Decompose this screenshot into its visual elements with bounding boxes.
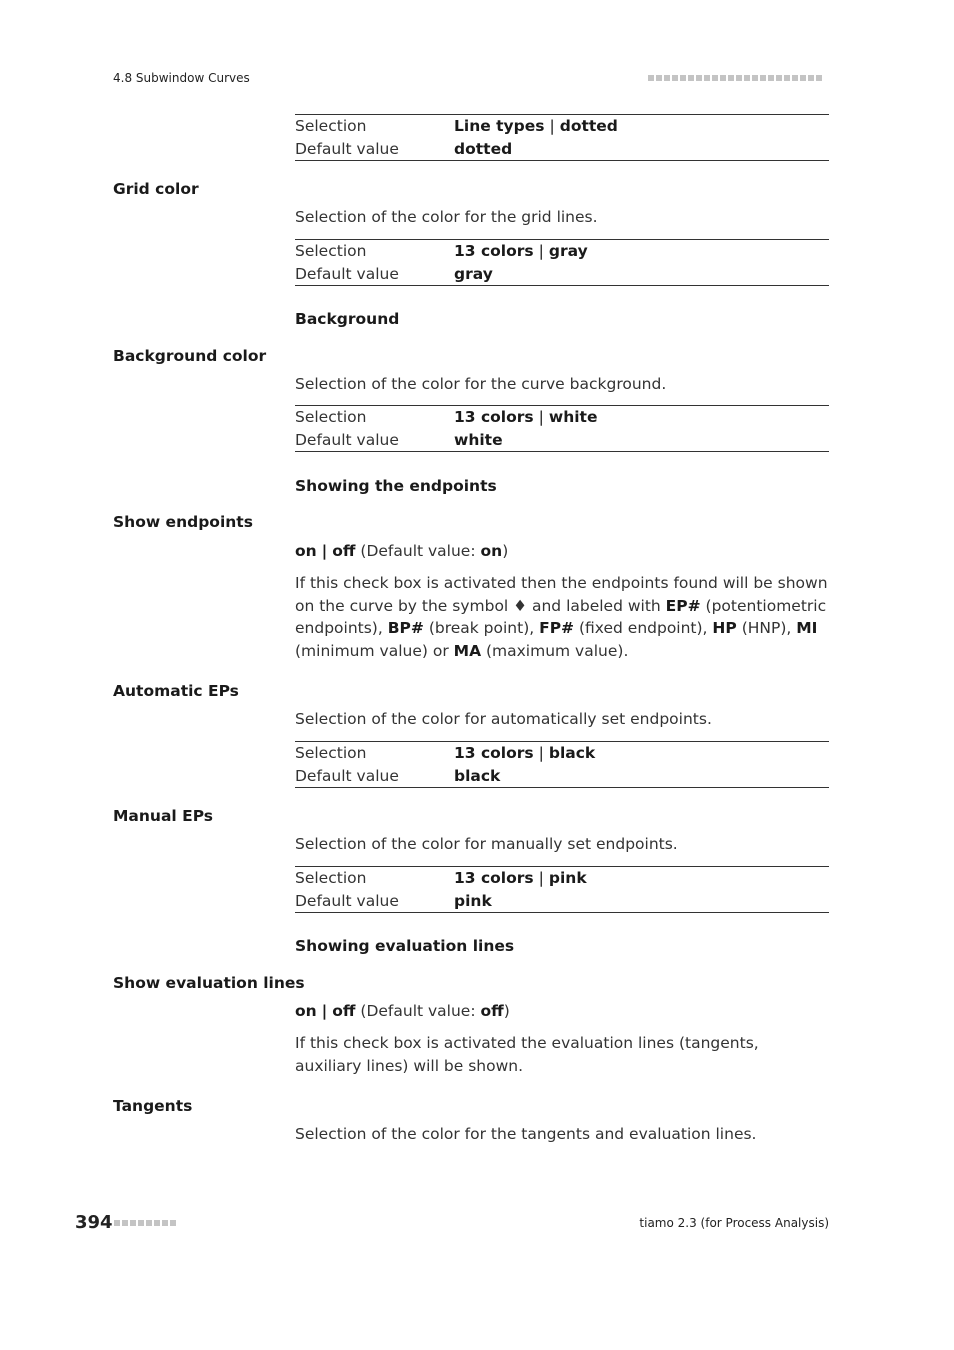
selection-label: Selection [295,744,367,763]
grid-color-label: Grid color [113,180,199,198]
show-eval-lines-options: on | off (Default value: off) [295,1002,510,1020]
default-label: Default value [295,139,399,158]
tangents-label: Tangents [113,1097,193,1115]
selection-label: Selection [295,242,367,261]
default-value: dotted [454,139,513,158]
automatic-eps-table [295,741,829,788]
default-value: pink [454,891,492,910]
selection-value: 13 colors | pink [454,869,587,888]
automatic-eps-label: Automatic EPs [113,682,239,700]
default-value: black [454,766,501,785]
manual-eps-description: Selection of the color for manually set endpoints. [295,835,678,853]
default-value: white [454,430,503,449]
show-endpoints-options: on | off (Default value: on) [295,542,509,560]
footer-product: tiamo 2.3 (for Process Analysis) [639,1216,829,1230]
background-color-description: Selection of the color for the curve background. [295,375,667,393]
selection-label: Selection [295,117,367,136]
selection-label: Selection [295,408,367,427]
default-label: Default value [295,891,399,910]
selection-value: Line types | dotted [454,117,618,136]
default-label: Default value [295,766,399,785]
tangents-description: Selection of the color for the tangents and evaluation lines. [295,1125,757,1143]
default-label: Default value [295,430,399,449]
automatic-eps-description: Selection of the color for automatically set endpoints. [295,710,712,728]
grid-color-description: Selection of the color for the grid lines. [295,208,598,226]
running-header: 4.8 Subwindow Curves [113,71,250,85]
show-eval-lines-description: If this check box is activated the evaluation lines (tangents, auxiliary lines) will be shown. [295,1034,759,1075]
page-number: 394 [75,1212,113,1233]
background-color-label: Background color [113,347,267,365]
show-endpoints-label: Show endpoints [113,513,253,531]
header-decoration [648,75,822,81]
manual-eps-table [295,866,829,913]
manual-eps-label: Manual EPs [113,807,214,825]
show-endpoints-description: If this check box is activated then the endpoints found will be shown on the curve by the symbol ♦ and labeled with EP# (potentiometric endpoints), BP# (break point), FP# (fixed endpoint), HP (HNP), MI (minimum value) or MA (maximum value). [295,574,828,660]
line-type-table [295,114,829,161]
selection-value: 13 colors | gray [454,242,588,261]
evaluation-heading: Showing evaluation lines [295,937,515,955]
grid-color-table [295,239,829,286]
show-eval-lines-label: Show evaluation lines [113,974,305,992]
endpoints-heading: Showing the endpoints [295,477,497,495]
selection-value: 13 colors | black [454,744,596,763]
default-value: gray [454,264,493,283]
selection-value: 13 colors | white [454,408,598,427]
footer-decoration [114,1220,176,1226]
default-label: Default value [295,264,399,283]
background-heading: Background [295,310,400,328]
background-color-table [295,405,829,452]
selection-label: Selection [295,869,367,888]
